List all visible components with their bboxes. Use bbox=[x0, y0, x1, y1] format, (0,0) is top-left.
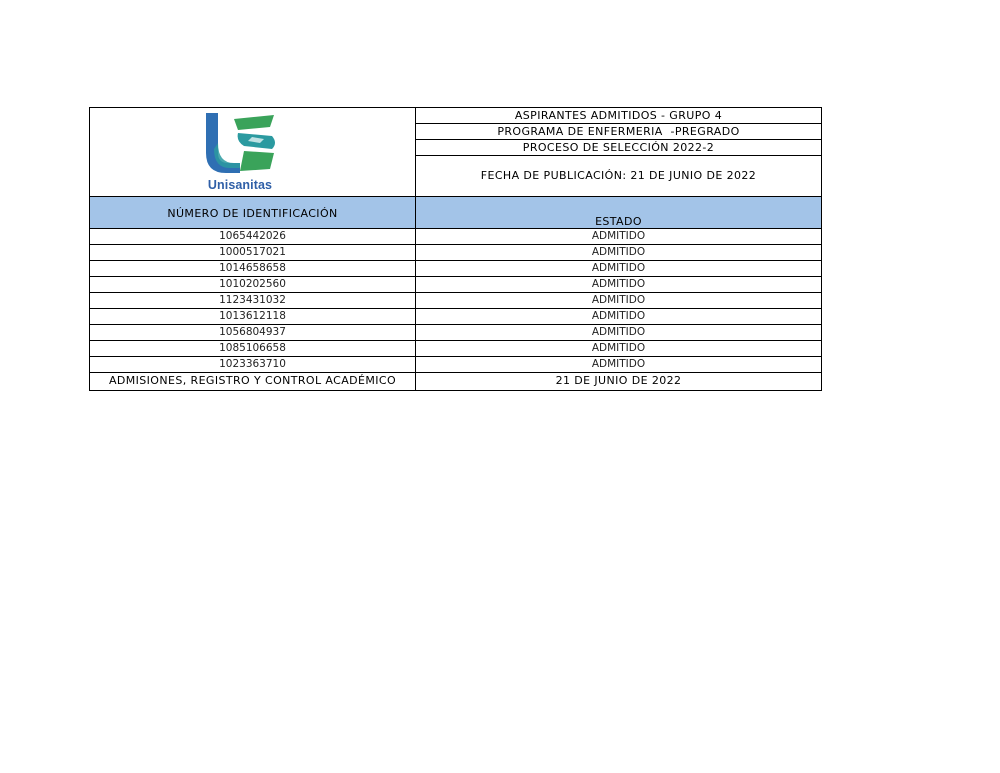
column-header-status: ESTADO bbox=[595, 215, 642, 228]
table-body bbox=[90, 229, 821, 373]
table-row bbox=[90, 293, 821, 309]
cell-status: ADMITIDO bbox=[591, 326, 646, 338]
table-row bbox=[90, 341, 821, 357]
cell-id: 1085106658 bbox=[90, 341, 416, 356]
header-publication-date: FECHA DE PUBLICACIÓN: 21 DE JUNIO DE 2022 bbox=[480, 169, 757, 182]
cell-status: ADMITIDO bbox=[591, 262, 646, 274]
cell-status: ADMITIDO bbox=[591, 246, 646, 258]
cell-id: 1010202560 bbox=[90, 277, 416, 292]
cell-status: ADMITIDO bbox=[591, 230, 646, 242]
header-program: PROGRAMA DE ENFERMERIA -PREGRADO bbox=[416, 124, 821, 140]
unisanitas-logo bbox=[200, 113, 280, 191]
cell-id: 1065442026 bbox=[90, 229, 416, 244]
table-row bbox=[90, 357, 821, 373]
cell-id: 1013612118 bbox=[90, 309, 416, 324]
admissions-table bbox=[89, 107, 822, 391]
cell-id: 1123431032 bbox=[90, 293, 416, 308]
header-title: ASPIRANTES ADMITIDOS - GRUPO 4 bbox=[416, 108, 821, 124]
cell-status: ADMITIDO bbox=[591, 342, 646, 354]
cell-id: 1014658658 bbox=[90, 261, 416, 276]
unisanitas-logo-mark-icon bbox=[200, 113, 280, 177]
table-row bbox=[90, 245, 821, 261]
cell-status: ADMITIDO bbox=[591, 278, 646, 290]
table-footer bbox=[90, 373, 821, 390]
footer-date: 21 DE JUNIO DE 2022 bbox=[555, 374, 682, 387]
logo-cell bbox=[90, 108, 416, 196]
table-row bbox=[90, 229, 821, 245]
column-header-id: NÚMERO DE IDENTIFICACIÓN bbox=[90, 197, 416, 228]
cell-status: ADMITIDO bbox=[591, 358, 646, 370]
header-process: PROCESO DE SELECCIÓN 2022-2 bbox=[416, 140, 821, 156]
logo-wordmark: Unisanitas bbox=[207, 178, 273, 192]
cell-id: 1023363710 bbox=[90, 357, 416, 372]
footer-department: ADMISIONES, REGISTRO Y CONTROL ACADÉMICO bbox=[90, 373, 416, 390]
table-row bbox=[90, 277, 821, 293]
cell-status: ADMITIDO bbox=[591, 294, 646, 306]
cell-status: ADMITIDO bbox=[591, 310, 646, 322]
column-header-row bbox=[90, 196, 821, 229]
cell-id: 1056804937 bbox=[90, 325, 416, 340]
cell-id: 1000517021 bbox=[90, 245, 416, 260]
table-row bbox=[90, 261, 821, 277]
table-row bbox=[90, 325, 821, 341]
table-row bbox=[90, 309, 821, 325]
